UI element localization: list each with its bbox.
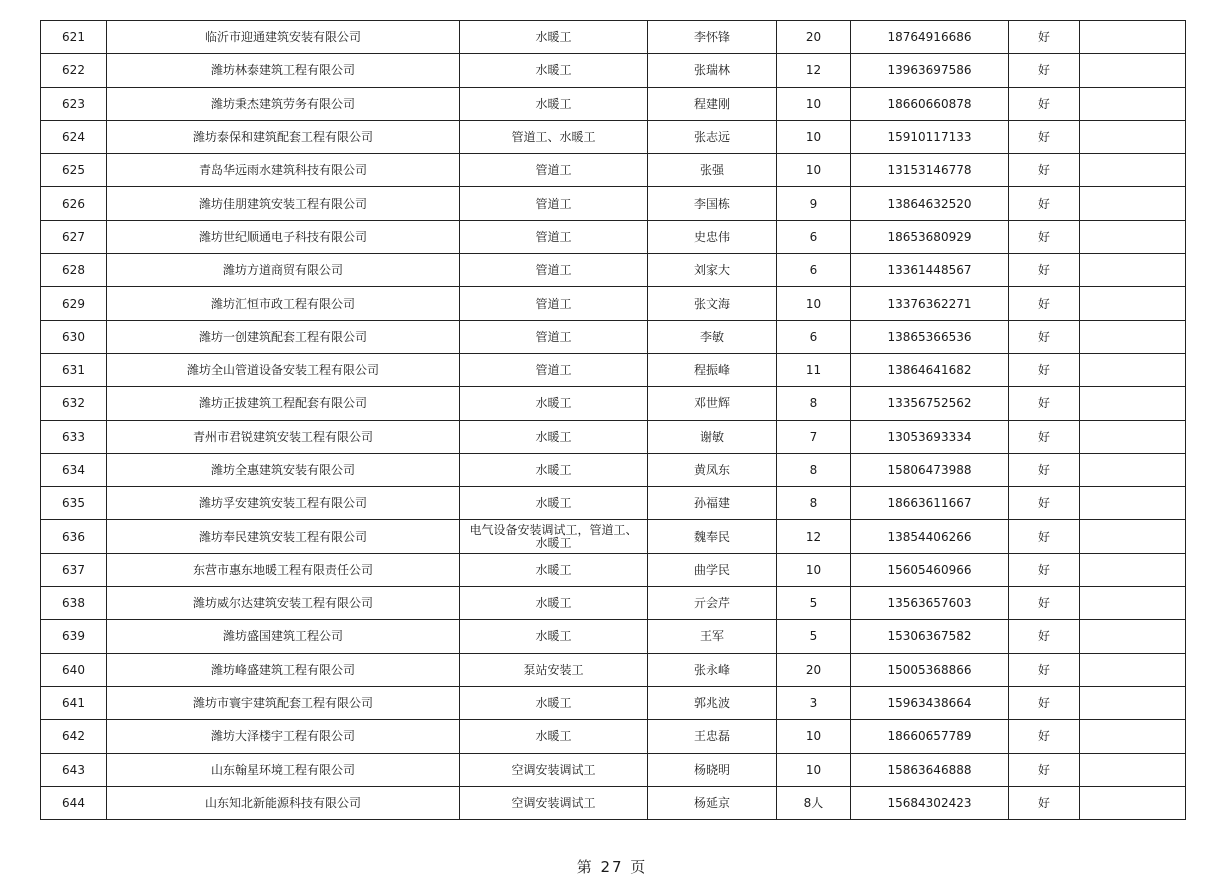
table-row bbox=[41, 87, 1186, 120]
note-cell bbox=[1080, 553, 1186, 586]
contact-name-cell: 谢敏 bbox=[648, 420, 777, 453]
table-row bbox=[41, 786, 1186, 819]
row-number-cell: 638 bbox=[41, 587, 107, 620]
rating-cell: 好 bbox=[1009, 620, 1080, 653]
company-name-cell: 潍坊孚安建筑安装工程有限公司 bbox=[107, 487, 460, 520]
trade-cell: 管道工 bbox=[460, 287, 648, 320]
trade-cell: 管道工 bbox=[460, 154, 648, 187]
rating-cell: 好 bbox=[1009, 686, 1080, 719]
table-row bbox=[41, 653, 1186, 686]
contact-name-cell: 李敏 bbox=[648, 320, 777, 353]
row-number-cell: 621 bbox=[41, 21, 107, 54]
company-name-cell: 潍坊峰盛建筑工程有限公司 bbox=[107, 653, 460, 686]
page-number: 第 27 页 bbox=[576, 858, 648, 876]
company-table bbox=[40, 20, 1186, 820]
table-row bbox=[41, 187, 1186, 220]
worker-count-cell: 9 bbox=[777, 187, 851, 220]
contact-name-cell: 亓会芹 bbox=[648, 587, 777, 620]
trade-cell: 空调安装调试工 bbox=[460, 786, 648, 819]
trade-cell: 水暖工 bbox=[460, 54, 648, 87]
contact-name-cell: 邓世辉 bbox=[648, 387, 777, 420]
trade-cell: 水暖工 bbox=[460, 420, 648, 453]
table-row bbox=[41, 353, 1186, 386]
worker-count-cell: 7 bbox=[777, 420, 851, 453]
worker-count-cell: 5 bbox=[777, 620, 851, 653]
note-cell bbox=[1080, 187, 1186, 220]
company-name-cell: 临沂市迎通建筑安装有限公司 bbox=[107, 21, 460, 54]
rating-cell: 好 bbox=[1009, 587, 1080, 620]
note-cell bbox=[1080, 753, 1186, 786]
worker-count-cell: 12 bbox=[777, 520, 851, 553]
worker-count-cell: 10 bbox=[777, 154, 851, 187]
phone-cell: 13563657603 bbox=[851, 587, 1009, 620]
contact-name-cell: 黄凤东 bbox=[648, 453, 777, 486]
table-row bbox=[41, 453, 1186, 486]
contact-name-cell: 杨晓明 bbox=[648, 753, 777, 786]
trade-cell: 电气设备安装调试工，管道工、水暖工 bbox=[460, 520, 648, 553]
contact-name-cell: 张瑞林 bbox=[648, 54, 777, 87]
phone-cell: 13864641682 bbox=[851, 353, 1009, 386]
trade-cell: 水暖工 bbox=[460, 720, 648, 753]
phone-cell: 15963438664 bbox=[851, 686, 1009, 719]
trade-cell: 水暖工 bbox=[460, 587, 648, 620]
rating-cell: 好 bbox=[1009, 487, 1080, 520]
company-name-cell: 潍坊佳朋建筑安装工程有限公司 bbox=[107, 187, 460, 220]
table-row bbox=[41, 54, 1186, 87]
row-number-cell: 644 bbox=[41, 786, 107, 819]
row-number-cell: 640 bbox=[41, 653, 107, 686]
row-number-cell: 626 bbox=[41, 187, 107, 220]
rating-cell: 好 bbox=[1009, 353, 1080, 386]
phone-cell: 13865366536 bbox=[851, 320, 1009, 353]
row-number-cell: 632 bbox=[41, 387, 107, 420]
note-cell bbox=[1080, 620, 1186, 653]
company-name-cell: 潍坊方道商贸有限公司 bbox=[107, 254, 460, 287]
table-row bbox=[41, 720, 1186, 753]
note-cell bbox=[1080, 420, 1186, 453]
worker-count-cell: 5 bbox=[777, 587, 851, 620]
rating-cell: 好 bbox=[1009, 720, 1080, 753]
company-name-cell: 潍坊全山管道设备安装工程有限公司 bbox=[107, 353, 460, 386]
rating-cell: 好 bbox=[1009, 520, 1080, 553]
row-number-cell: 641 bbox=[41, 686, 107, 719]
note-cell bbox=[1080, 353, 1186, 386]
row-number-cell: 639 bbox=[41, 620, 107, 653]
company-name-cell: 山东知北新能源科技有限公司 bbox=[107, 786, 460, 819]
table-row bbox=[41, 287, 1186, 320]
note-cell bbox=[1080, 320, 1186, 353]
contact-name-cell: 李怀锋 bbox=[648, 21, 777, 54]
contact-name-cell: 程振峰 bbox=[648, 353, 777, 386]
contact-name-cell: 孙福建 bbox=[648, 487, 777, 520]
company-name-cell: 潍坊正拔建筑工程配套有限公司 bbox=[107, 387, 460, 420]
row-number-cell: 625 bbox=[41, 154, 107, 187]
note-cell bbox=[1080, 154, 1186, 187]
worker-count-cell: 10 bbox=[777, 87, 851, 120]
note-cell bbox=[1080, 786, 1186, 819]
contact-name-cell: 李国栋 bbox=[648, 187, 777, 220]
worker-count-cell: 3 bbox=[777, 686, 851, 719]
company-name-cell: 山东翰星环境工程有限公司 bbox=[107, 753, 460, 786]
trade-cell: 管道工 bbox=[460, 187, 648, 220]
note-cell bbox=[1080, 653, 1186, 686]
note-cell bbox=[1080, 21, 1186, 54]
trade-cell: 管道工 bbox=[460, 254, 648, 287]
table-row bbox=[41, 120, 1186, 153]
phone-cell: 13053693334 bbox=[851, 420, 1009, 453]
row-number-cell: 623 bbox=[41, 87, 107, 120]
worker-count-cell: 8 bbox=[777, 487, 851, 520]
rating-cell: 好 bbox=[1009, 387, 1080, 420]
company-name-cell: 潍坊一创建筑配套工程有限公司 bbox=[107, 320, 460, 353]
trade-cell: 空调安装调试工 bbox=[460, 753, 648, 786]
phone-cell: 15863646888 bbox=[851, 753, 1009, 786]
table-row bbox=[41, 587, 1186, 620]
phone-cell: 15605460966 bbox=[851, 553, 1009, 586]
contact-name-cell: 王忠磊 bbox=[648, 720, 777, 753]
phone-cell: 15684302423 bbox=[851, 786, 1009, 819]
worker-count-cell: 6 bbox=[777, 220, 851, 253]
row-number-cell: 637 bbox=[41, 553, 107, 586]
row-number-cell: 631 bbox=[41, 353, 107, 386]
phone-cell: 18653680929 bbox=[851, 220, 1009, 253]
phone-cell: 18764916686 bbox=[851, 21, 1009, 54]
trade-cell: 水暖工 bbox=[460, 21, 648, 54]
worker-count-cell: 8 bbox=[777, 387, 851, 420]
row-number-cell: 624 bbox=[41, 120, 107, 153]
contact-name-cell: 曲学民 bbox=[648, 553, 777, 586]
table-row bbox=[41, 320, 1186, 353]
worker-count-cell: 8人 bbox=[777, 786, 851, 819]
company-name-cell: 青州市君锐建筑安装工程有限公司 bbox=[107, 420, 460, 453]
table-row bbox=[41, 553, 1186, 586]
company-name-cell: 潍坊奉民建筑安装工程有限公司 bbox=[107, 520, 460, 553]
note-cell bbox=[1080, 720, 1186, 753]
worker-count-cell: 10 bbox=[777, 120, 851, 153]
rating-cell: 好 bbox=[1009, 220, 1080, 253]
worker-count-cell: 10 bbox=[777, 287, 851, 320]
rating-cell: 好 bbox=[1009, 54, 1080, 87]
worker-count-cell: 6 bbox=[777, 254, 851, 287]
contact-name-cell: 张强 bbox=[648, 154, 777, 187]
company-name-cell: 潍坊世纪顺通电子科技有限公司 bbox=[107, 220, 460, 253]
table-row bbox=[41, 620, 1186, 653]
note-cell bbox=[1080, 387, 1186, 420]
phone-cell: 18660660878 bbox=[851, 87, 1009, 120]
row-number-cell: 622 bbox=[41, 54, 107, 87]
rating-cell: 好 bbox=[1009, 187, 1080, 220]
rating-cell: 好 bbox=[1009, 453, 1080, 486]
note-cell bbox=[1080, 487, 1186, 520]
note-cell bbox=[1080, 120, 1186, 153]
table-row bbox=[41, 520, 1186, 553]
note-cell bbox=[1080, 587, 1186, 620]
rating-cell: 好 bbox=[1009, 420, 1080, 453]
table-row bbox=[41, 220, 1186, 253]
contact-name-cell: 王军 bbox=[648, 620, 777, 653]
trade-cell: 水暖工 bbox=[460, 87, 648, 120]
rating-cell: 好 bbox=[1009, 21, 1080, 54]
company-name-cell: 东营市惠东地暖工程有限责任公司 bbox=[107, 553, 460, 586]
row-number-cell: 628 bbox=[41, 254, 107, 287]
contact-name-cell: 魏奉民 bbox=[648, 520, 777, 553]
company-name-cell: 潍坊汇恒市政工程有限公司 bbox=[107, 287, 460, 320]
contact-name-cell: 张永峰 bbox=[648, 653, 777, 686]
phone-cell: 13376362271 bbox=[851, 287, 1009, 320]
table-row bbox=[41, 420, 1186, 453]
rating-cell: 好 bbox=[1009, 553, 1080, 586]
phone-cell: 13864632520 bbox=[851, 187, 1009, 220]
table-row bbox=[41, 254, 1186, 287]
rating-cell: 好 bbox=[1009, 254, 1080, 287]
contact-name-cell: 郭兆波 bbox=[648, 686, 777, 719]
company-name-cell: 潍坊泰保和建筑配套工程有限公司 bbox=[107, 120, 460, 153]
trade-cell: 水暖工 bbox=[460, 686, 648, 719]
phone-cell: 13963697586 bbox=[851, 54, 1009, 87]
rating-cell: 好 bbox=[1009, 87, 1080, 120]
document-sheet bbox=[40, 20, 1185, 820]
company-name-cell: 潍坊大泽楼宇工程有限公司 bbox=[107, 720, 460, 753]
rating-cell: 好 bbox=[1009, 120, 1080, 153]
table-body bbox=[41, 21, 1186, 820]
phone-cell: 13356752562 bbox=[851, 387, 1009, 420]
contact-name-cell: 杨延京 bbox=[648, 786, 777, 819]
note-cell bbox=[1080, 220, 1186, 253]
note-cell bbox=[1080, 254, 1186, 287]
phone-cell: 18660657789 bbox=[851, 720, 1009, 753]
trade-cell: 水暖工 bbox=[460, 620, 648, 653]
company-name-cell: 潍坊林泰建筑工程有限公司 bbox=[107, 54, 460, 87]
trade-cell: 水暖工 bbox=[460, 553, 648, 586]
company-name-cell: 潍坊秉杰建筑劳务有限公司 bbox=[107, 87, 460, 120]
table-row bbox=[41, 154, 1186, 187]
trade-cell: 管道工、水暖工 bbox=[460, 120, 648, 153]
worker-count-cell: 20 bbox=[777, 21, 851, 54]
trade-cell: 管道工 bbox=[460, 353, 648, 386]
trade-cell: 水暖工 bbox=[460, 453, 648, 486]
contact-name-cell: 程建刚 bbox=[648, 87, 777, 120]
company-name-cell: 青岛华远雨水建筑科技有限公司 bbox=[107, 154, 460, 187]
rating-cell: 好 bbox=[1009, 287, 1080, 320]
rating-cell: 好 bbox=[1009, 786, 1080, 819]
worker-count-cell: 11 bbox=[777, 353, 851, 386]
worker-count-cell: 6 bbox=[777, 320, 851, 353]
contact-name-cell: 刘家大 bbox=[648, 254, 777, 287]
trade-cell: 泵站安装工 bbox=[460, 653, 648, 686]
rating-cell: 好 bbox=[1009, 320, 1080, 353]
row-number-cell: 634 bbox=[41, 453, 107, 486]
contact-name-cell: 张文海 bbox=[648, 287, 777, 320]
note-cell bbox=[1080, 87, 1186, 120]
row-number-cell: 633 bbox=[41, 420, 107, 453]
company-name-cell: 潍坊盛国建筑工程公司 bbox=[107, 620, 460, 653]
worker-count-cell: 10 bbox=[777, 753, 851, 786]
table-row bbox=[41, 21, 1186, 54]
row-number-cell: 627 bbox=[41, 220, 107, 253]
row-number-cell: 636 bbox=[41, 520, 107, 553]
row-number-cell: 643 bbox=[41, 753, 107, 786]
company-name-cell: 潍坊全惠建筑安装有限公司 bbox=[107, 453, 460, 486]
table-row bbox=[41, 686, 1186, 719]
note-cell bbox=[1080, 287, 1186, 320]
rating-cell: 好 bbox=[1009, 154, 1080, 187]
phone-cell: 15806473988 bbox=[851, 453, 1009, 486]
row-number-cell: 630 bbox=[41, 320, 107, 353]
row-number-cell: 629 bbox=[41, 287, 107, 320]
rating-cell: 好 bbox=[1009, 653, 1080, 686]
contact-name-cell: 史忠伟 bbox=[648, 220, 777, 253]
contact-name-cell: 张志远 bbox=[648, 120, 777, 153]
phone-cell: 18663611667 bbox=[851, 487, 1009, 520]
worker-count-cell: 8 bbox=[777, 453, 851, 486]
phone-cell: 15005368866 bbox=[851, 653, 1009, 686]
note-cell bbox=[1080, 453, 1186, 486]
worker-count-cell: 20 bbox=[777, 653, 851, 686]
row-number-cell: 635 bbox=[41, 487, 107, 520]
trade-cell: 水暖工 bbox=[460, 387, 648, 420]
phone-cell: 15910117133 bbox=[851, 120, 1009, 153]
table-row bbox=[41, 387, 1186, 420]
company-name-cell: 潍坊威尔达建筑安装工程有限公司 bbox=[107, 587, 460, 620]
trade-cell: 水暖工 bbox=[460, 487, 648, 520]
phone-cell: 13854406266 bbox=[851, 520, 1009, 553]
note-cell bbox=[1080, 686, 1186, 719]
phone-cell: 13361448567 bbox=[851, 254, 1009, 287]
phone-cell: 15306367582 bbox=[851, 620, 1009, 653]
worker-count-cell: 10 bbox=[777, 720, 851, 753]
worker-count-cell: 10 bbox=[777, 553, 851, 586]
table-row bbox=[41, 753, 1186, 786]
rating-cell: 好 bbox=[1009, 753, 1080, 786]
trade-cell: 管道工 bbox=[460, 220, 648, 253]
row-number-cell: 642 bbox=[41, 720, 107, 753]
company-name-cell: 潍坊市寰宇建筑配套工程有限公司 bbox=[107, 686, 460, 719]
note-cell bbox=[1080, 54, 1186, 87]
note-cell bbox=[1080, 520, 1186, 553]
phone-cell: 13153146778 bbox=[851, 154, 1009, 187]
table-row bbox=[41, 487, 1186, 520]
worker-count-cell: 12 bbox=[777, 54, 851, 87]
trade-cell: 管道工 bbox=[460, 320, 648, 353]
